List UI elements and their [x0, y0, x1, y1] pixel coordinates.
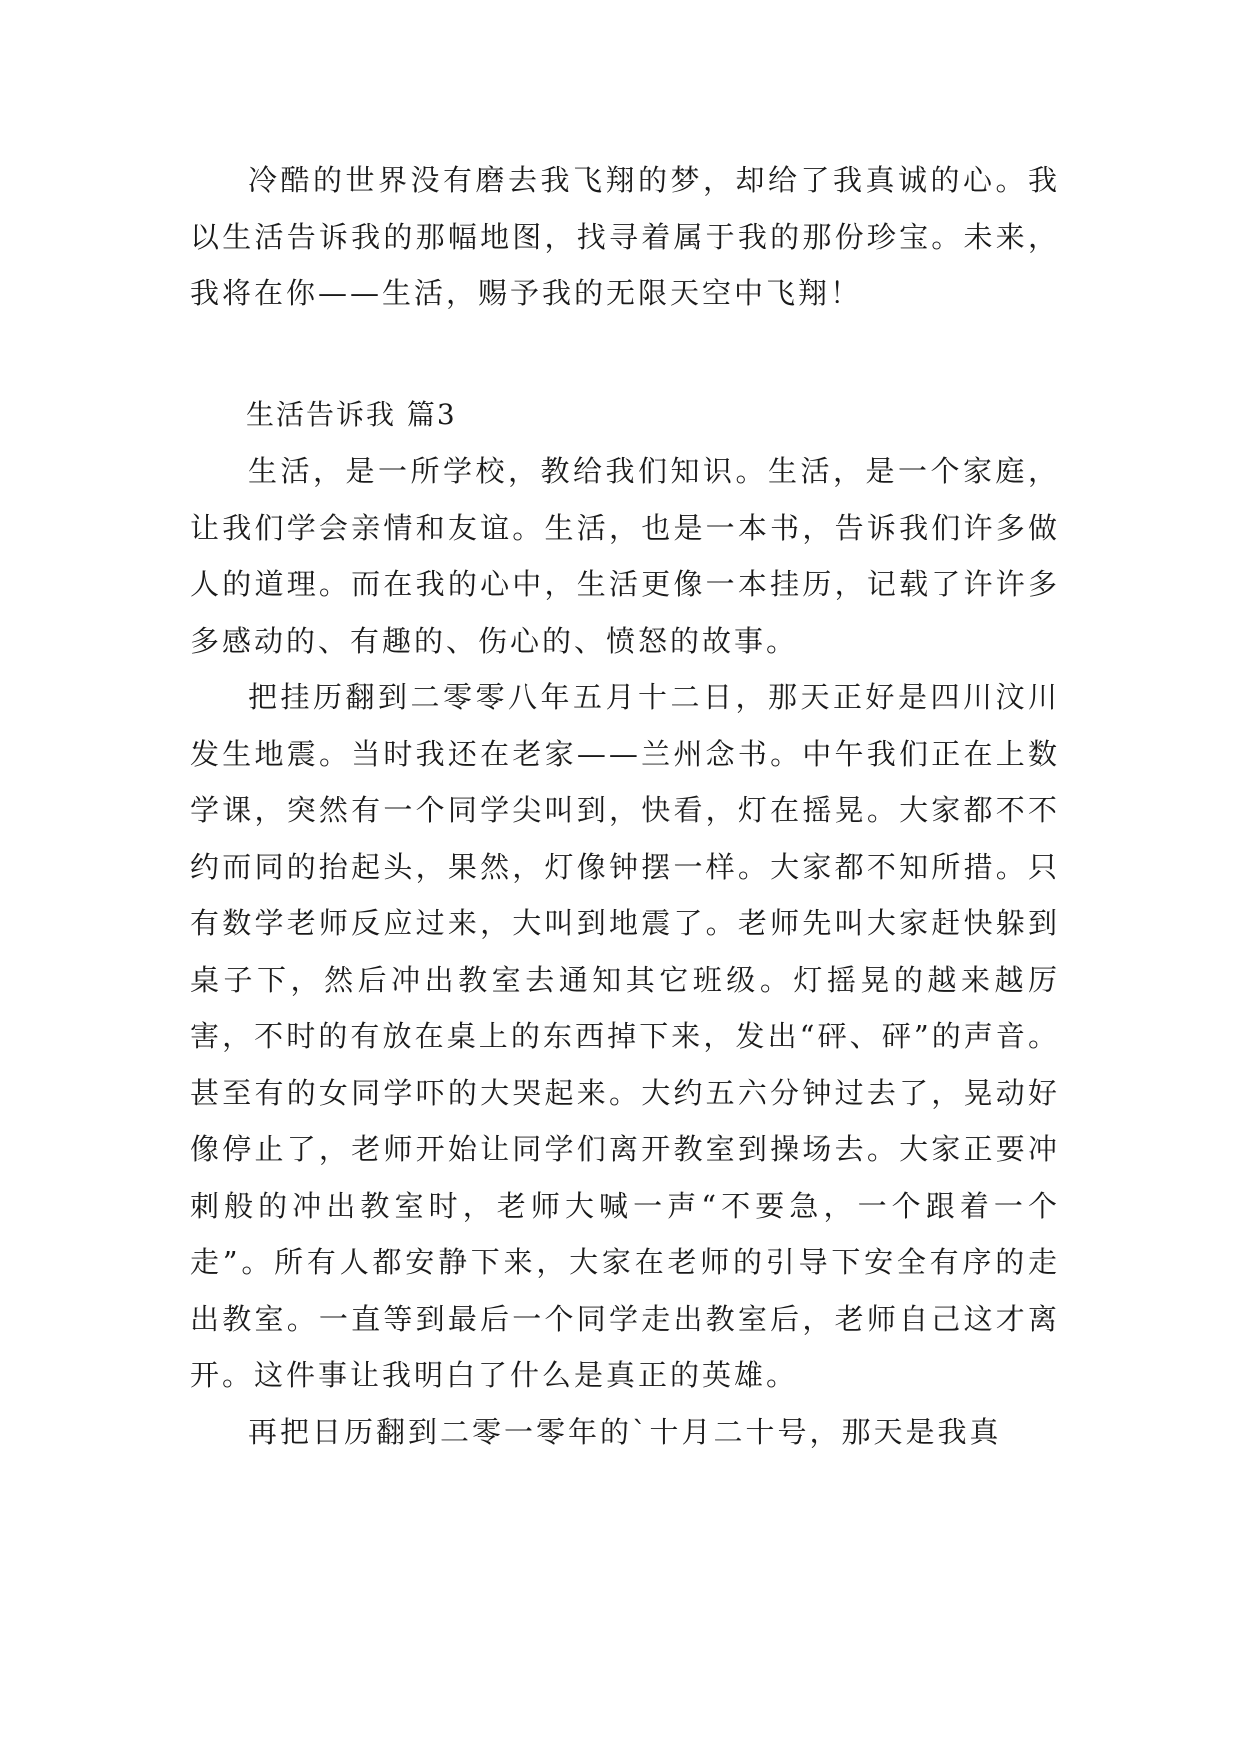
- paragraph: 把挂历翻到二零零八年五月十二日，那天正好是四川汶川发生地震。当时我还在老家——兰州念书。中午我们正在上数学课，突然有一个同学尖叫到，快看，灯在摇晃。大家都不不约而同的抬起头，果然，灯像钟摆一样。大家都不知所措。只有数学老师反应过来，大叫到地震了。老师先叫大家赶快躲到桌子下，然后冲出教室去通知其它班级。灯摇晃的越来越厉害，不时的有放在桌上的东西掉下来，发出“砰、砰”的声音。甚至有的女同学吓的大哭起来。大约五六分钟过去了，晃动好像停止了，老师开始让同学们离开教室到操场去。大家正要冲刺般的冲出教室时，老师大喊一声“不要急，一个跟着一个走”。所有人都安静下来，大家在老师的引导下安全有序的走出教室。一直等到最后一个同学走出教室后，老师自己这才离开。这件事让我明白了什么是真正的英雄。: [190, 680, 1060, 1392]
- paragraph: 冷酷的世界没有磨去我飞翔的梦，却给了我真诚的心。我以生活告诉我的那幅地图，找寻着属于我的那份珍宝。未来，我将在你——生活，赐予我的无限天空中飞翔！: [190, 163, 1060, 310]
- paragraph: 生活，是一所学校，教给我们知识。生活，是一个家庭，让我们学会亲情和友谊。生活，也是一本书，告诉我们许多做人的道理。而在我的心中，生活更像一本挂历，记载了许许多多感动的、有趣的、伤心的、愤怒的故事。: [190, 454, 1060, 658]
- paragraph: 再把日历翻到二零一零年的`十月二十号，那天是我真: [248, 1414, 1002, 1449]
- document-body: [190, 152, 1060, 1460]
- section-title: 生活告诉我 篇3: [246, 397, 457, 431]
